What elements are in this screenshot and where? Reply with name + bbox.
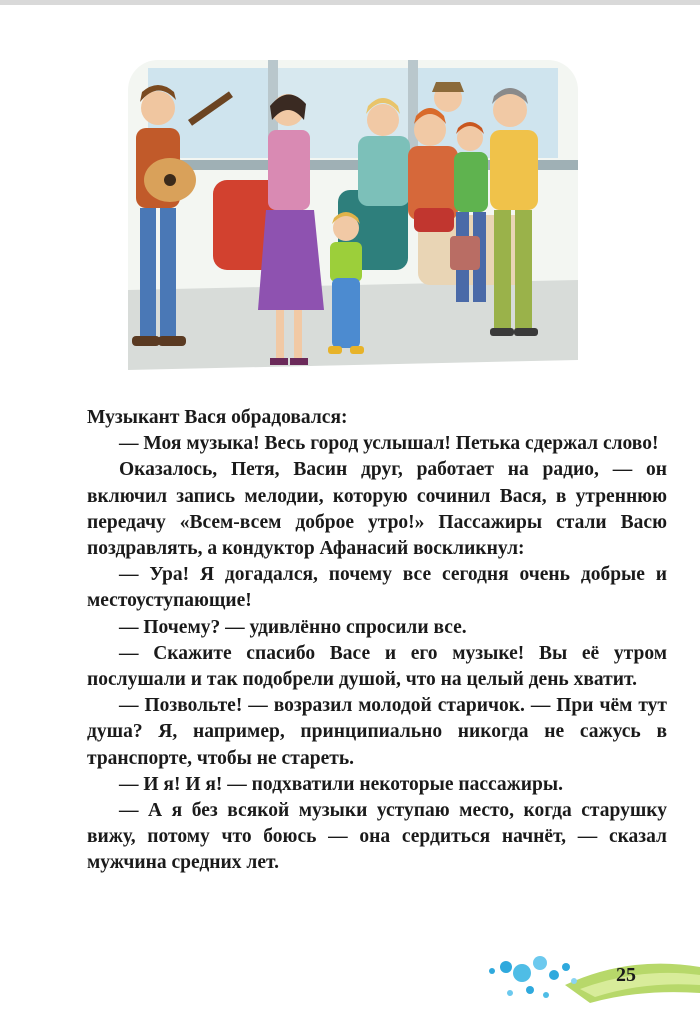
paragraph: — Ура! Я догадался, почему все сегодня очень добрые и местоуступающие!: [87, 564, 667, 612]
paragraph: — Скажите спасибо Васе и его музыке! Вы её утром послушали и так подобрели душой, что на целый день хватит.: [87, 642, 667, 691]
paragraph: — Позвольте! — возразил молодой старичок. — При чём тут душа? Я, например, принципиально никогда не сажусь в транспорте, чтобы не стареть.: [87, 695, 667, 769]
paragraph: — Моя музыка! Весь город услышал! Петька сдержал слово!: [119, 433, 659, 455]
top-rule: [0, 0, 700, 5]
paragraph: Оказалось, Петя, Васин друг, работает на радио, — он включил запись мелодии, которую сочинил Вася, в утреннюю передачу «Всем-всем доброе утро!» Пассажиры стали Васю поздравлять, а кондуктор Афанасий воскликнул:: [87, 459, 667, 560]
bus-passengers-illustration: [118, 40, 588, 385]
footer-decoration: [470, 945, 700, 1014]
paragraph: — А я без всякой музыки уступаю место, когда старушку вижу, потому что боюсь — она сердиться начнёт, — сказал мужчина средних лет.: [87, 800, 667, 874]
paragraph: — Почему? — удивлённо спросили все.: [119, 616, 467, 638]
paragraph: — И я! И я! — подхватили некоторые пассажиры.: [119, 773, 563, 795]
paragraph: Музыкант Вася обрадовался:: [87, 407, 348, 428]
story-text: [87, 405, 667, 877]
page-number: 25: [616, 964, 636, 986]
